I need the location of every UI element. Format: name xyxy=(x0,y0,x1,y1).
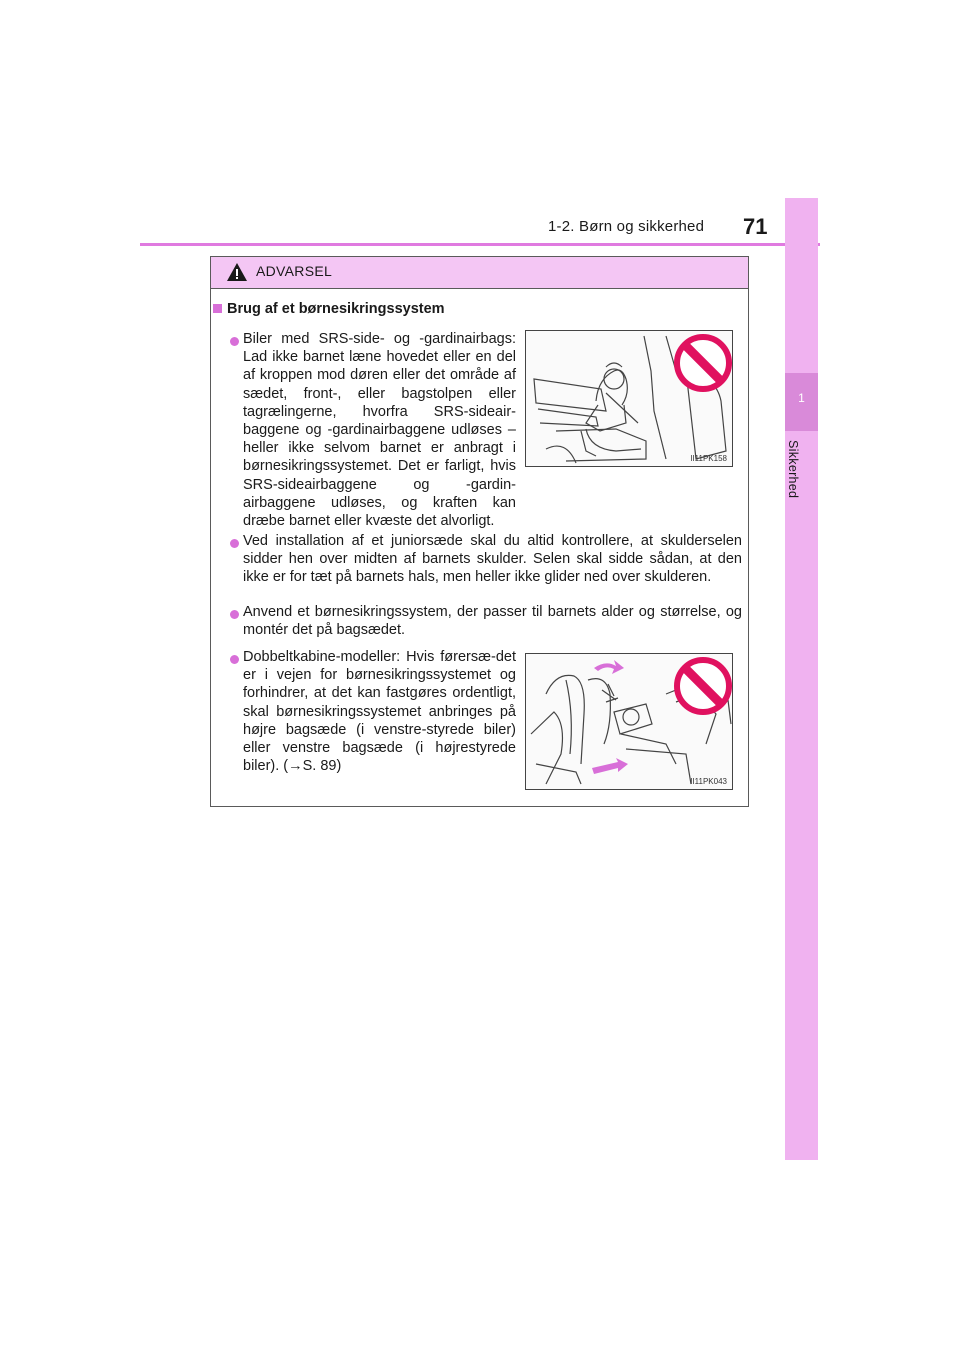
double-cab-drawing-icon xyxy=(526,654,732,789)
warning-bullet: Dobbeltkabine-modeller: Hvis førersæ-det er i vejen for børnesikringssystemet og forhindrer, at det kan fastgøres ordentligt, skal børnesikringssystemet anbringes på højre bagsæde (i venstre-styrede biler) eller venstre bagsæde (i højrestyrede biler). (→S. 89) xyxy=(243,649,516,775)
warning-bullet: Anvend et børnesikringssystem, der passer til barnets alder og størrelse, og montér det på bagsædet. xyxy=(243,604,742,639)
bullet-dot-icon xyxy=(230,337,239,346)
square-bullet-icon xyxy=(213,304,222,313)
chapter-box[interactable] xyxy=(785,373,818,431)
page-number: 71 xyxy=(743,214,768,239)
warning-box xyxy=(210,256,749,807)
header-rule xyxy=(140,243,820,246)
child-seat-drawing-icon xyxy=(526,331,732,466)
chapter-number: 1 xyxy=(798,391,805,405)
image-code: II11PK158 xyxy=(690,454,727,463)
side-tab xyxy=(785,198,818,1160)
illustration-double-cab xyxy=(525,653,733,790)
warning-title: ADVARSEL xyxy=(256,263,333,279)
warning-bullet: Ved installation af et juniorsæde skal du altid kontrollere, at skulderselen sidder hen over midten af barnets skulder. Selen skal sidde sådan, at den ikke er for tæt på barnets hals, men heller ikke glider ned over skulderen. xyxy=(243,533,742,586)
bullet-dot-icon xyxy=(230,539,239,548)
warning-bullet: Biler med SRS-side- og -gardinairbags: Lad ikke barnet læne hovedet eller en del af kroppen mod døren eller det område af sædet, front-, eller bagstolpen eller tagrælingerne, hvorfra SRS-sideair-baggene og -gardinairbaggene udløses – heller ikke selvom barnet er anbragt i børnesikringssystemet. Det er farligt, hvis SRS-sideairbaggene og -gardin-airbaggene udløses, og kraften kan dræbe barnet eller kvæste det alvorligt. xyxy=(243,331,516,530)
header-title: 1-2. Børn og sikkerhed xyxy=(548,218,705,235)
image-code: II11PK043 xyxy=(690,777,727,786)
section-title xyxy=(213,301,445,317)
warning-header xyxy=(211,257,748,289)
chapter-label: Sikkerhed xyxy=(786,440,800,499)
illustration-child-seat xyxy=(525,330,733,467)
bullet-dot-icon xyxy=(230,610,239,619)
bullet-dot-icon xyxy=(230,655,239,664)
section-title-text: Brug af et børnesikringssystem xyxy=(227,301,445,317)
warning-triangle-icon xyxy=(226,262,248,282)
